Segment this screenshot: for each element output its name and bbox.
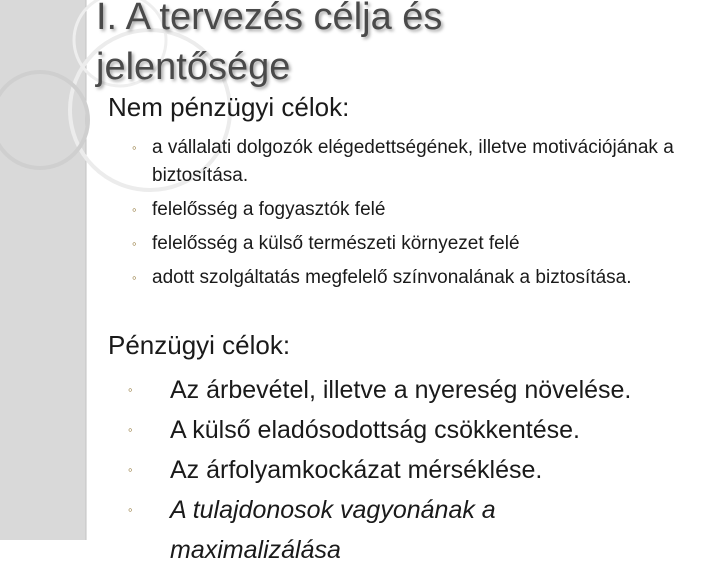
list-item-text: A külső eladósodottság csökkentése. bbox=[170, 416, 580, 444]
list-item bbox=[132, 230, 692, 258]
list-item bbox=[132, 134, 692, 190]
list-item bbox=[128, 490, 590, 570]
list-item bbox=[132, 196, 692, 224]
bullet-icon: ◦ bbox=[132, 236, 137, 251]
non-financial-goals-list bbox=[132, 134, 692, 298]
bullet-icon: ◦ bbox=[128, 462, 133, 477]
section-heading-financial: Pénzügyi célok: bbox=[108, 330, 291, 360]
bullet-icon: ◦ bbox=[128, 422, 133, 437]
bullet-icon: ◦ bbox=[132, 270, 137, 285]
slide-title-text: I. A tervezés célja és jelentősége bbox=[96, 0, 443, 88]
financial-goals-list bbox=[128, 370, 718, 570]
list-item bbox=[128, 370, 718, 410]
bullet-icon: ◦ bbox=[128, 502, 133, 517]
list-item-text: Az árfolyamkockázat mérséklése. bbox=[170, 456, 543, 484]
list-item-text: A tulajdonosok vagyonának a maximalizálása bbox=[170, 496, 496, 564]
section-heading-non-financial: Nem pénzügyi célok: bbox=[108, 92, 350, 122]
list-item-text: adott szolgáltatás megfelelő színvonalának a biztosítása. bbox=[152, 267, 632, 288]
list-item-text: felelősség a fogyasztók felé bbox=[152, 199, 386, 220]
list-item bbox=[128, 410, 718, 450]
list-item-text: Az árbevétel, illetve a nyereség növelése. bbox=[170, 376, 632, 404]
bullet-icon: ◦ bbox=[132, 140, 137, 155]
list-item-text: a vállalati dolgozók elégedettségének, illetve motivációjának a biztosítása. bbox=[152, 137, 674, 186]
slide-title bbox=[96, 0, 536, 92]
list-item bbox=[132, 264, 692, 292]
bullet-icon: ◦ bbox=[128, 382, 133, 397]
list-item bbox=[128, 450, 718, 490]
list-item-text: felelősség a külső természeti környezet felé bbox=[152, 233, 520, 254]
bullet-icon: ◦ bbox=[132, 202, 137, 217]
